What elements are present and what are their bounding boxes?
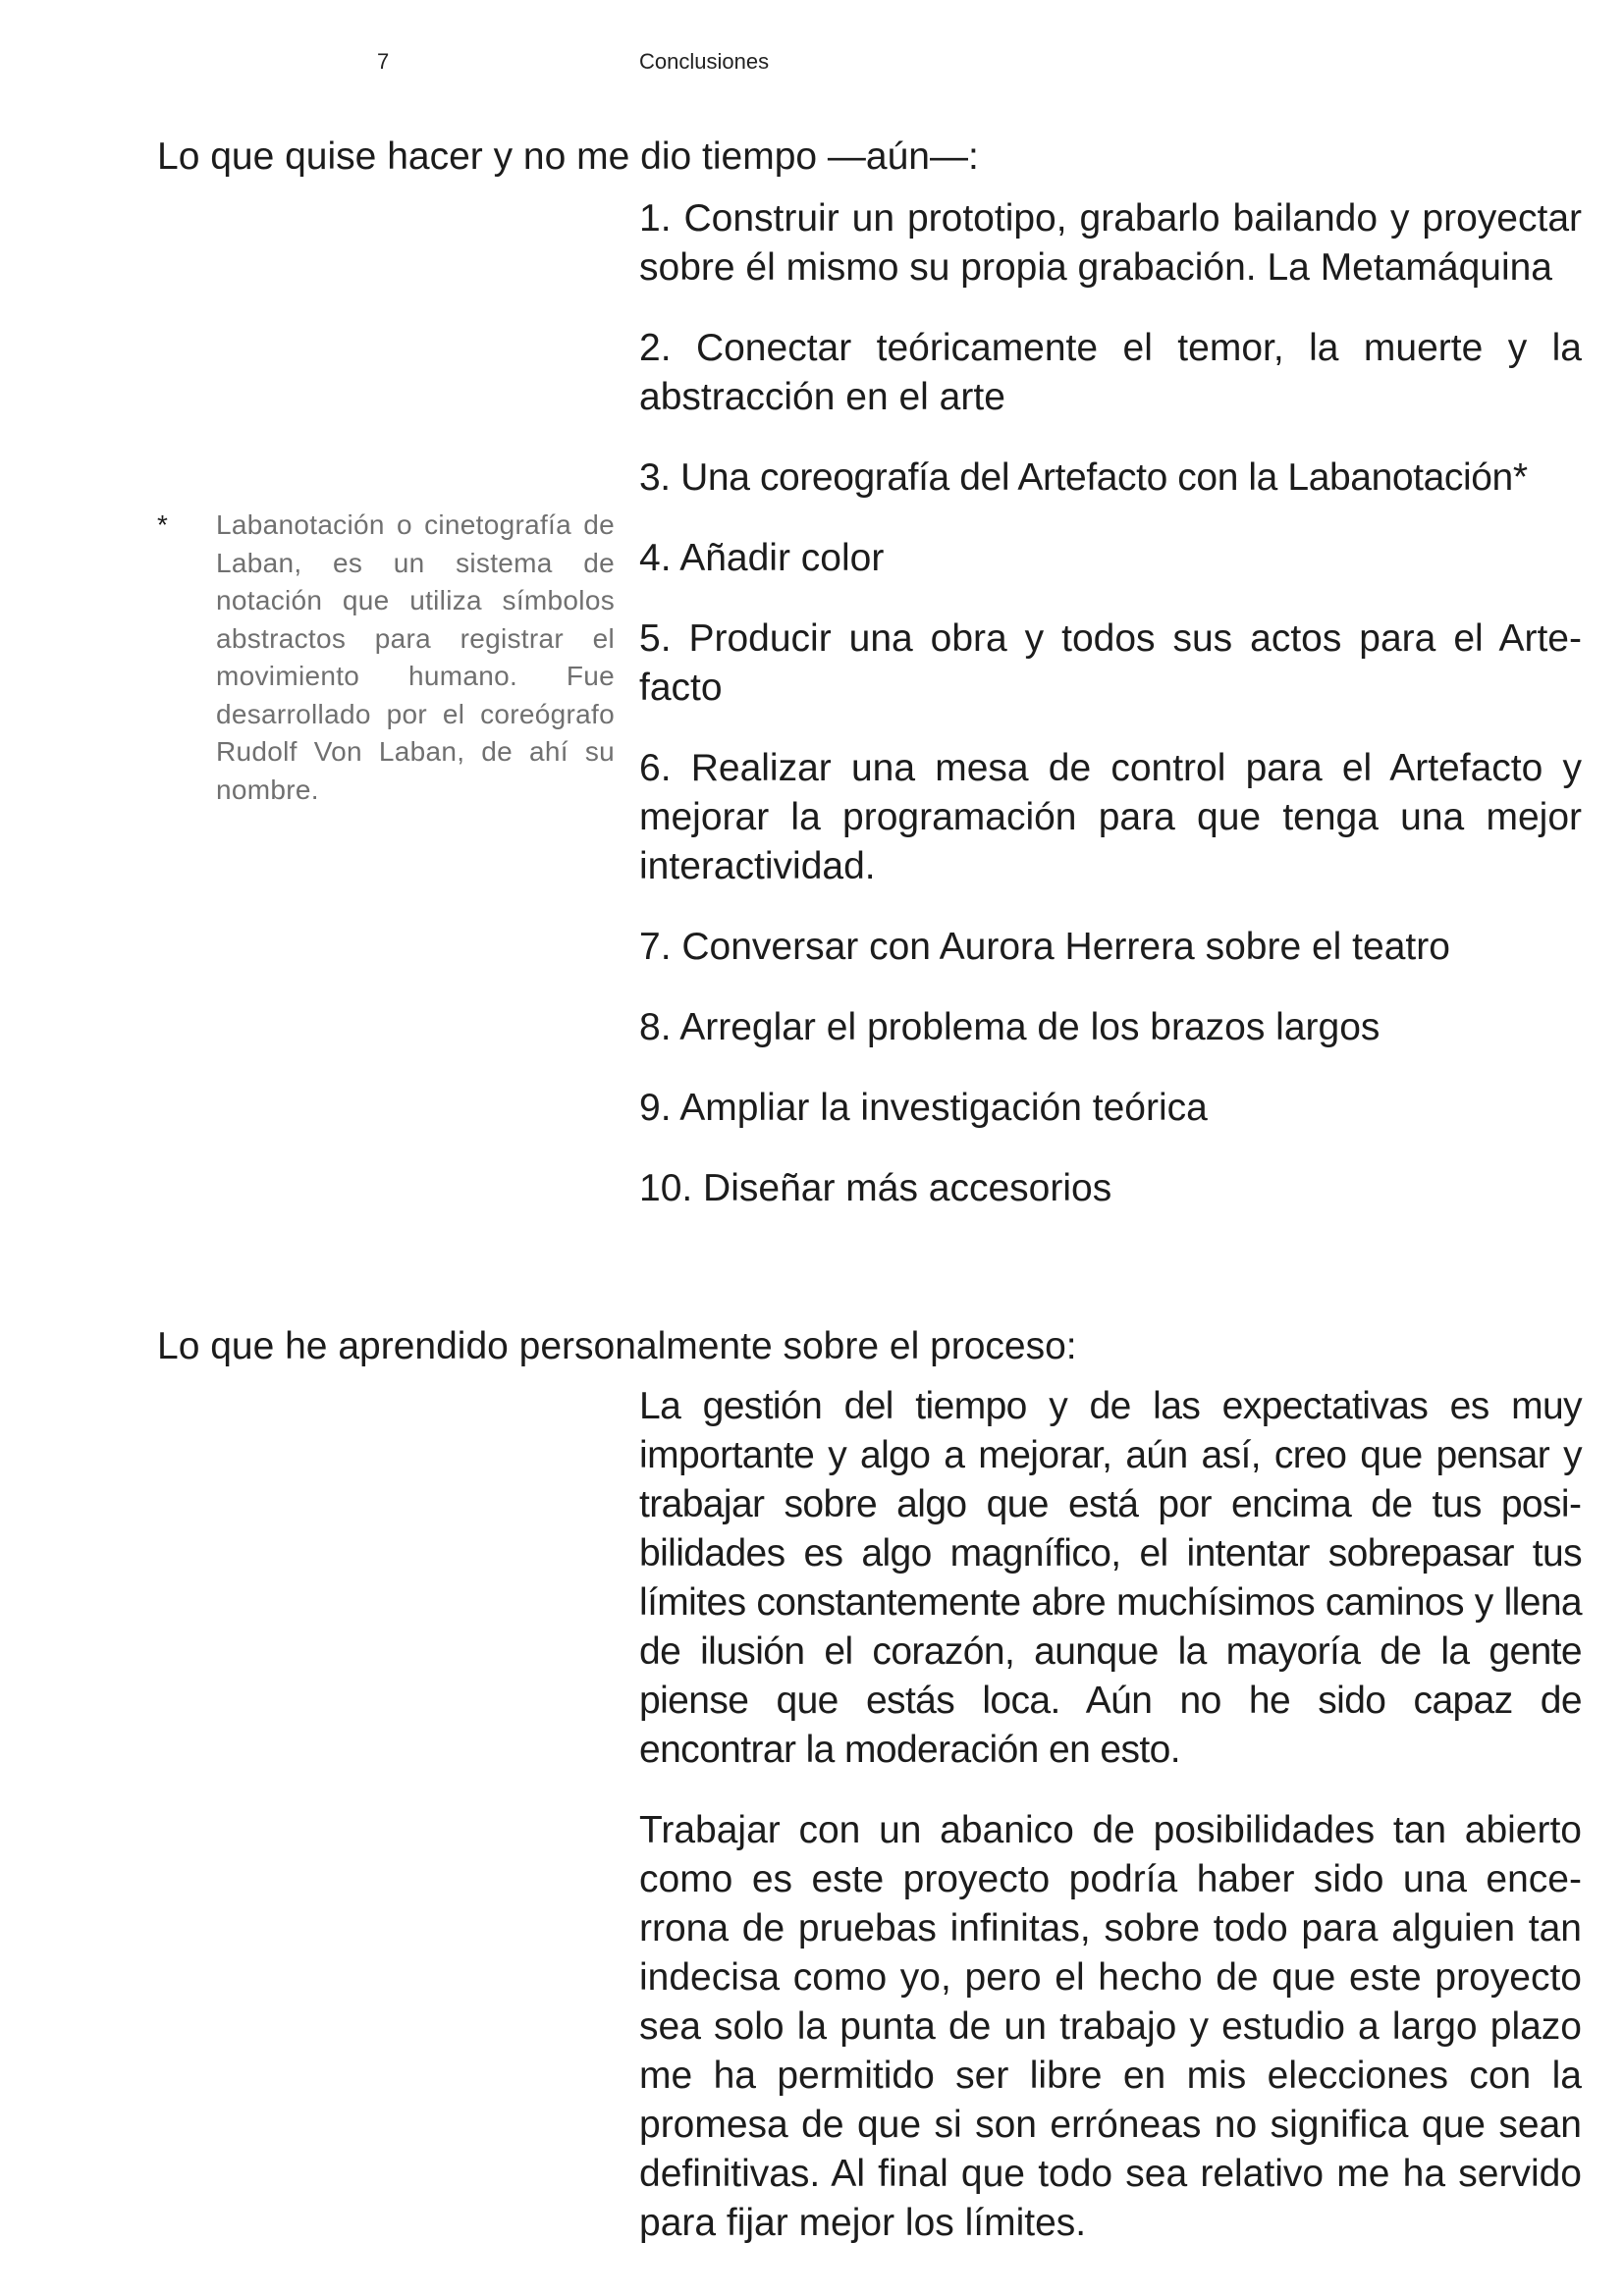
list-item: 3. Una coreografía del Artefacto con la Labanotación* — [639, 456, 1528, 499]
list-item: 9. Ampliar la investigación teórica — [639, 1087, 1208, 1129]
footnote — [157, 507, 615, 809]
section-heading-learned: Lo que he aprendido personalmente sobre el proceso: — [157, 1325, 1077, 1367]
paragraph: La gestión del tiempo y de las expectativas es muy importante y algo a mejorar, aún así, creo que pensar y trabajar sobre algo que está por encima de tus posibilidades es algo magnífico, el intentar sobrepasar tus límites constantemente abre muchísimos caminos y llena de ilusión el corazón, aunque la mayoría de la gente piense que estás loca. Aún no he sido capaz de encontrar la moderación en esto. — [639, 1385, 1582, 1771]
running-title: Conclusiones — [639, 49, 770, 74]
list-item: 8. Arreglar el problema de los brazos largos — [639, 1006, 1380, 1048]
footnote-text: Labanotación o cinetografía de Laban, es un sistema de notación que utiliza símbolos abstractos para registrar el movimiento humano. Fue desarrollado por el coreógrafo Rudolf Von Laban, de ahí su nombre. — [216, 509, 615, 805]
list-item: 10. Diseñar más accesorios — [639, 1167, 1112, 1209]
pending-list — [639, 194, 1582, 1245]
list-item: 7. Conversar con Aurora Herrera sobre el teatro — [639, 926, 1450, 968]
list-item: 5. Producir una obra y todos sus actos para el Artefacto — [639, 617, 1582, 709]
reflection-text — [639, 1382, 1582, 2279]
list-item: 2. Conectar teóricamente el temor, la muerte y la abstracción en el arte — [639, 327, 1582, 418]
list-item: 6. Realizar una mesa de control para el Artefacto y mejorar la programación para que tenga una mejor interactividad. — [639, 747, 1582, 887]
footnote-mark: * — [157, 509, 168, 540]
section-heading-pending: Lo que quise hacer y no me dio tiempo —aún—: — [157, 135, 979, 178]
paragraph: Trabajar con un abanico de posibilidades tan abierto como es este proyecto podría haber sido una encerrona de pruebas infinitas, sobre todo para alguien tan indecisa como yo, pero el hecho de que este proyecto sea solo la punta de un trabajo y estudio a largo plazo me ha permitido ser libre en mis elecciones con la promesa de que si son erróneas no significa que sean definitivas. Al final que todo sea relativo me ha servido para fijar mejor los límites. — [639, 1809, 1582, 2244]
list-item: 4. Añadir color — [639, 537, 885, 579]
page-number: 7 — [377, 49, 390, 74]
list-item: 1. Construir un prototipo, grabarlo bailando y proyectar sobre él mismo su propia grabación. La Metamáquina — [639, 197, 1582, 289]
